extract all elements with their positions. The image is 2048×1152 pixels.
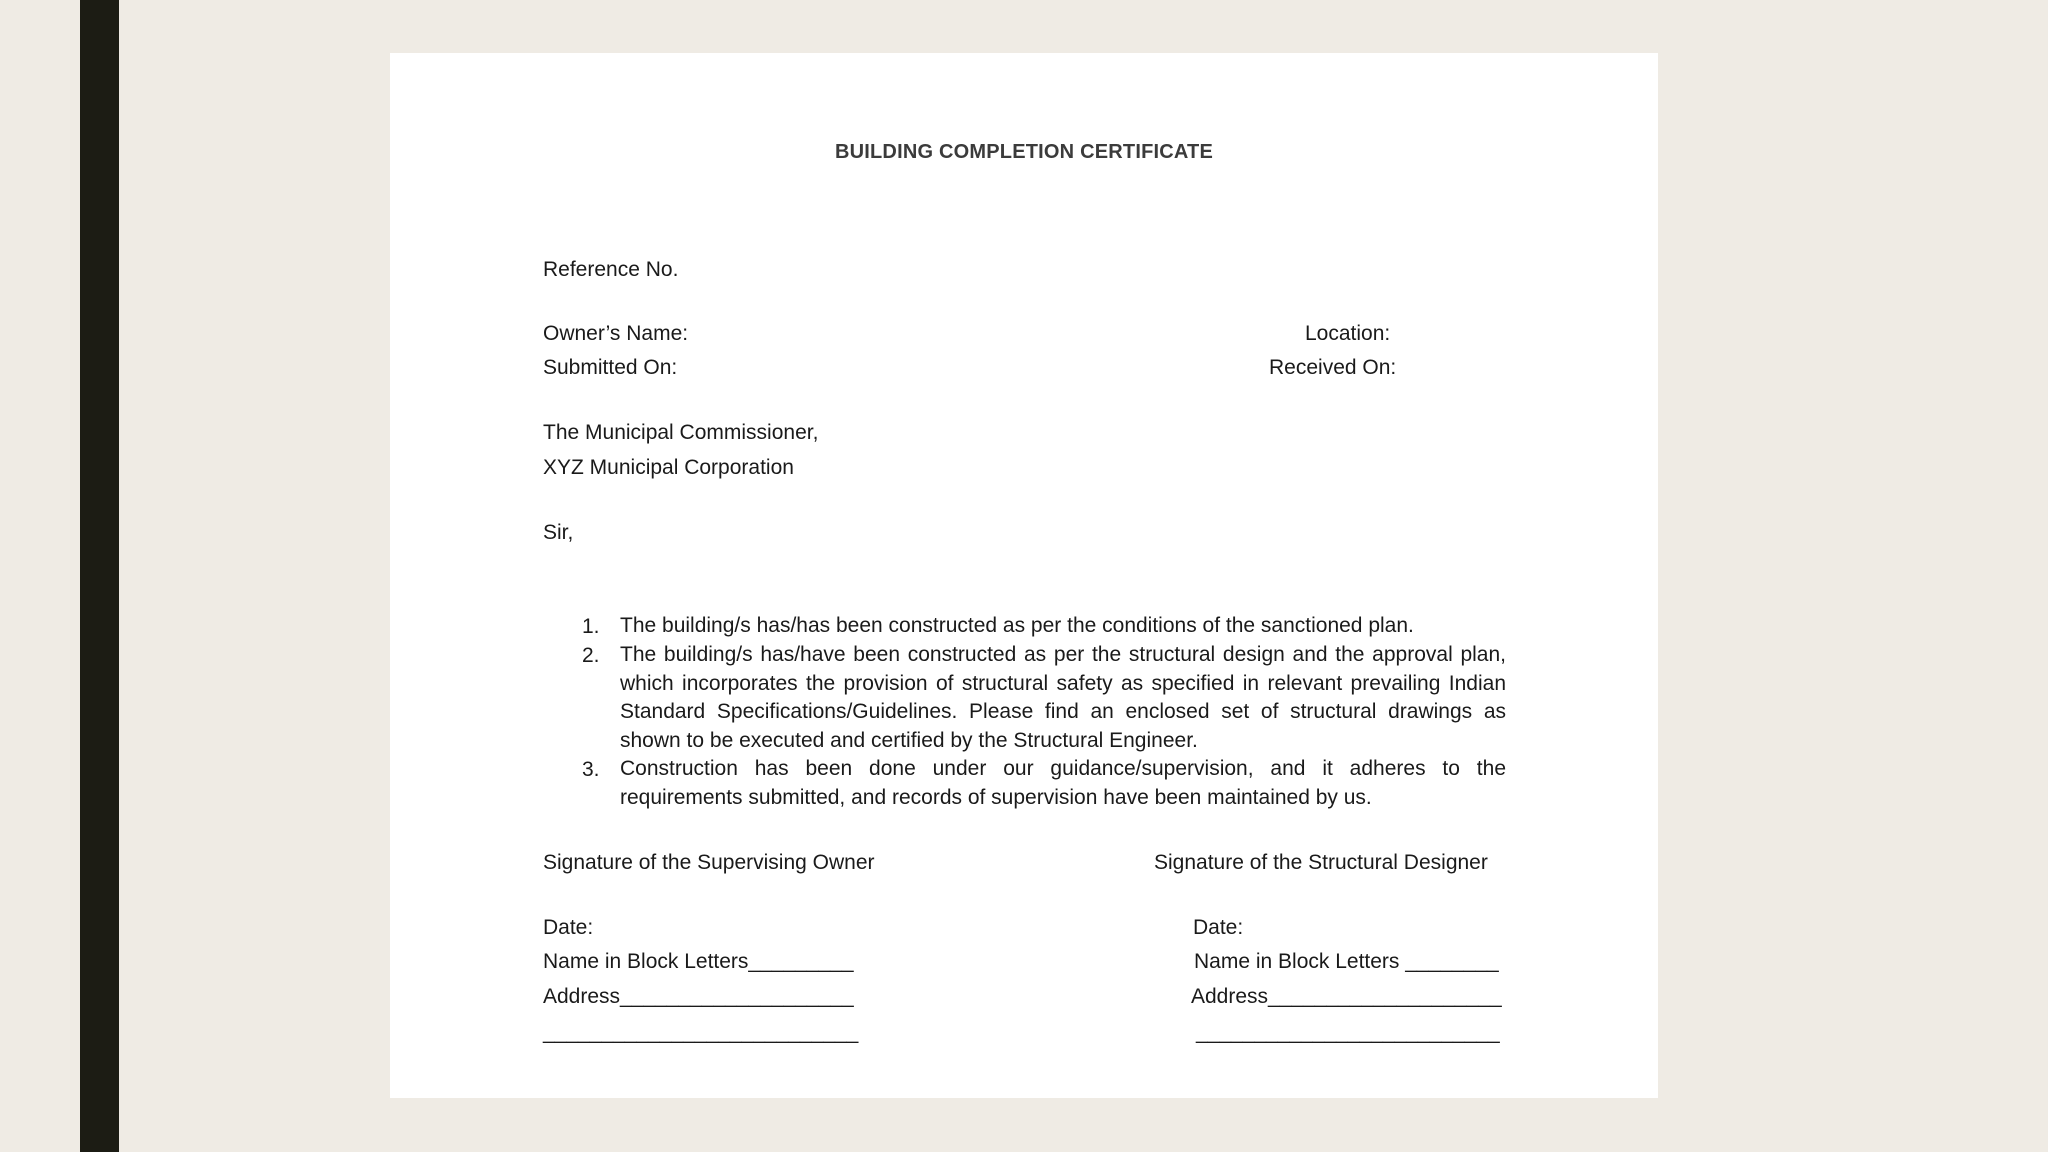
left-address-line-2: ___________________________ (543, 1021, 859, 1044)
supervising-owner-signature-label: Signature of the Supervising Owner (543, 851, 875, 874)
right-address-field: Address____________________ (1191, 985, 1502, 1008)
certificate-document (390, 53, 1658, 1098)
right-address-line-2: __________________________ (1196, 1021, 1500, 1044)
list-item-number: 3. (582, 758, 600, 781)
salutation: Sir, (543, 521, 574, 544)
owner-name-label: Owner’s Name: (543, 322, 689, 345)
right-date-label: Date: (1193, 916, 1244, 939)
left-date-label: Date: (543, 916, 594, 939)
list-item-number: 1. (582, 615, 600, 638)
location-label: Location: (1305, 322, 1391, 345)
list-item-text: The building/s has/has been constructed as per the conditions of the sanctioned plan. (620, 614, 1414, 637)
document-title: BUILDING COMPLETION CERTIFICATE (834, 141, 1214, 163)
addressee-line-1: The Municipal Commissioner, (543, 421, 819, 444)
right-name-block-letters-field: Name in Block Letters ________ (1194, 950, 1499, 973)
list-item-text: Construction has been done under our guidance/supervision, and it adheres to the requirements submitted, and records of supervision have been maintained by us. (620, 757, 1506, 809)
addressee-line-2: XYZ Municipal Corporation (543, 456, 794, 479)
received-on-label: Received On: (1269, 356, 1397, 379)
list-item-text: The building/s has/have been constructed as per the structural design and the approval plan, which incorporates the provision of structural safety as specified in relevant prevailing Indian Standard Specifications/Guidelines. Please find an enclosed set of structural drawings as shown to be executed and certified by the Structural Engineer. (620, 643, 1506, 752)
reference-number-label: Reference No. (543, 258, 679, 281)
submitted-on-label: Submitted On: (543, 356, 678, 379)
left-accent-bar (80, 0, 119, 1152)
left-name-block-letters-field: Name in Block Letters_________ (543, 950, 854, 973)
structural-designer-signature-label: Signature of the Structural Designer (1154, 851, 1488, 874)
list-item-number: 2. (582, 644, 600, 667)
left-address-field: Address____________________ (543, 985, 854, 1008)
